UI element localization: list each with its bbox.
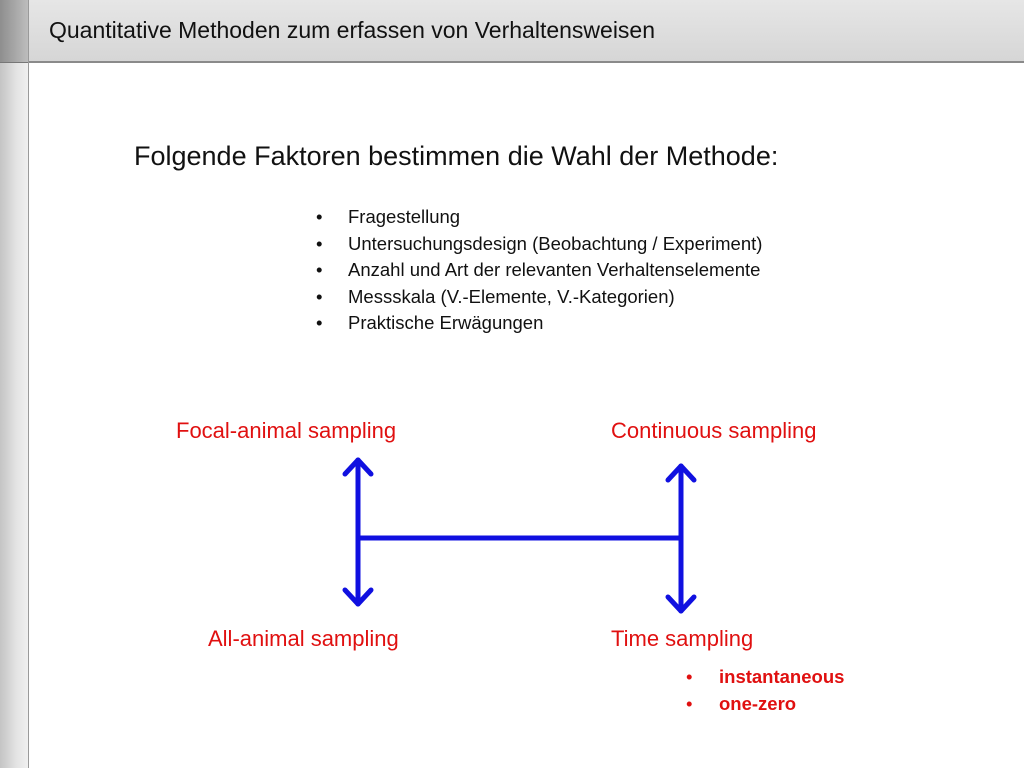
factor-item: • Messskala (V.-Elemente, V.-Kategorien) bbox=[316, 284, 762, 311]
time-sampling-type-item: • one-zero bbox=[686, 690, 844, 717]
factor-item: • Untersuchungsdesign (Beobachtung / Experiment) bbox=[316, 231, 762, 258]
label-time-sampling: Time sampling bbox=[611, 626, 754, 651]
factor-item: • Praktische Erwägungen bbox=[316, 310, 762, 337]
slide-title: Quantitative Methoden zum erfassen von Verhaltensweisen bbox=[49, 17, 656, 43]
subtitle: Folgende Faktoren bestimmen die Wahl der Methode: bbox=[134, 141, 779, 171]
time-sampling-types bbox=[686, 663, 844, 717]
factor-item: • Anzahl und Art der relevanten Verhaltenselemente bbox=[316, 257, 762, 284]
label-all-animal-sampling: All-animal sampling bbox=[208, 626, 399, 651]
label-focal-animal-sampling: Focal-animal sampling bbox=[176, 418, 397, 443]
label-continuous-sampling: Continuous sampling bbox=[611, 418, 817, 443]
factor-item: • Fragestellung bbox=[316, 204, 762, 231]
time-sampling-type-item: • instantaneous bbox=[686, 663, 844, 690]
